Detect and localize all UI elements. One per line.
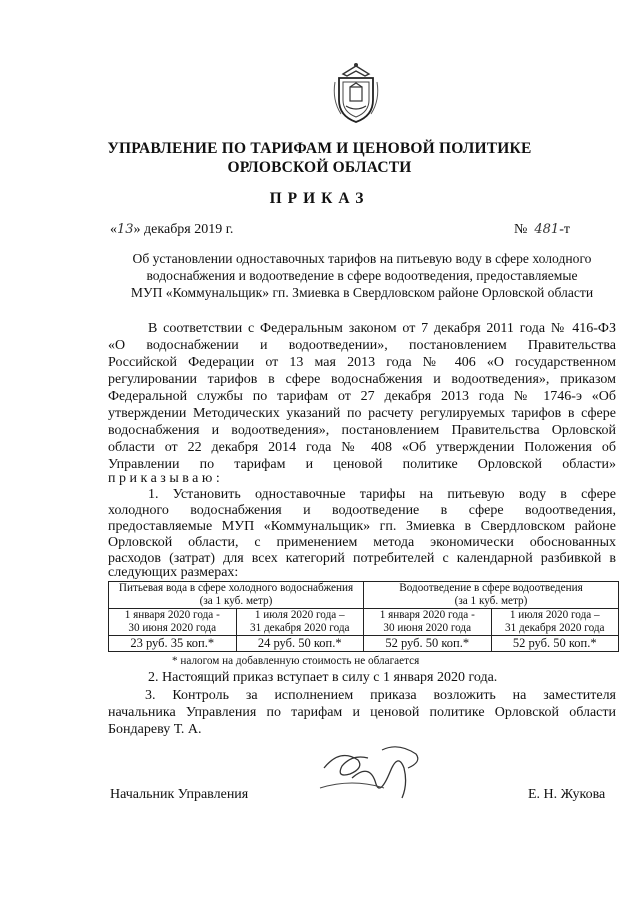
point1-line: следующих размерах: [108, 565, 239, 580]
group-header-cell [364, 582, 619, 609]
group-header-unit: (за 1 куб. метр) [199, 595, 273, 607]
tariff-table [108, 581, 619, 652]
group-header-text: Питьевая вода в сфере холодного водоснабжения [118, 582, 354, 594]
point1-line: Орловской области, с применением метода экономически обоснованных [108, 535, 616, 550]
coat-of-arms-icon [329, 60, 383, 126]
organization-name-line1: УПРАВЛЕНИЕ ПО ТАРИФАМ И ЦЕНОВОЙ ПОЛИТИКЕ [107, 140, 532, 157]
period-end: 30 июня 2020 года [128, 622, 217, 634]
tariff-value-cell: 52 руб. 50 коп.* [364, 636, 492, 652]
group-header-text: Водоотведение в сфере водоотведения [399, 582, 583, 594]
document-number [514, 222, 570, 238]
point1-line: предоставляемые МУП «Коммунальщик» гп. Змиевка в Свердловском районе [108, 519, 616, 534]
tariff-value-cell: 23 руб. 35 коп.* [109, 636, 237, 652]
preamble-line: водоснабжения и водоотведения», постановлением Правительства Орловской [108, 423, 616, 438]
period-cell [491, 609, 619, 636]
organization-name-line2: ОРЛОВСКОЙ ОБЛАСТИ [227, 159, 412, 176]
period-start: 1 января 2020 года - [124, 609, 220, 621]
preamble-line: регулировании тарифов в сфере водоснабжения и водоотведения», приказом [108, 372, 616, 387]
preamble-line: области от 22 декабря 2014 года № 408 «Об утверждении Положения об [108, 440, 616, 455]
preamble-line: Управлении по тарифам и ценовой политике Орловской области» [108, 457, 616, 472]
preamble-line: Федеральной службы по тарифам от 27 декабря 2013 года № 1746-э «Об [108, 389, 616, 404]
table-group-header-row [109, 582, 619, 609]
subject-line: водоснабжения и водоотведение в сфере водоотведения, предоставляемые [146, 268, 578, 283]
document-type-title: ПРИКАЗ [269, 190, 370, 207]
signatory-name: Е. Н. Жукова [528, 787, 606, 802]
point2-text: 2. Настоящий приказ вступает в силу с 1 января 2020 года. [148, 670, 498, 685]
vat-footnote: * налогом на добавленную стоимость не облагается [172, 655, 420, 667]
period-cell [109, 609, 237, 636]
period-start: 1 января 2020 года - [379, 609, 475, 621]
point3-line: Бондареву Т. А. [108, 722, 202, 737]
period-end: 31 декабря 2020 года [249, 622, 350, 634]
point1-line: расходов (затрат) для всех категорий потребителей с календарной разбивкой в [108, 551, 616, 566]
document-subject [108, 250, 616, 301]
date-day-handwritten: 13 [117, 222, 134, 237]
number-handwritten: 481 [534, 222, 560, 237]
point1-line: холодного водоснабжения и водоотведение в сфере водоотведения, [108, 503, 616, 518]
period-cell [236, 609, 364, 636]
tariff-value-cell: 24 руб. 50 коп.* [236, 636, 364, 652]
point3-line: 3. Контроль за исполнением приказа возложить на заместителя [145, 688, 616, 703]
period-start: 1 июля 2020 года – [254, 609, 345, 621]
preamble-line: Российской Федерации от 13 мая 2013 года № 406 «О государственном [108, 355, 616, 370]
tariff-value-cell: 52 руб. 50 коп.* [491, 636, 619, 652]
date-month-year: » декабря 2019 г. [133, 222, 234, 237]
group-header-unit: (за 1 куб. метр) [454, 595, 528, 607]
date-open-quote: « [110, 222, 117, 237]
period-end: 31 декабря 2020 года [504, 622, 605, 634]
document-date [110, 222, 233, 238]
number-suffix: -т [559, 222, 570, 237]
handwritten-signature [312, 738, 432, 808]
point3-line: начальника Управления по тарифам и ценовой политике Орловской области [108, 705, 616, 720]
period-end: 30 июня 2020 года [383, 622, 472, 634]
preamble-line: «О водоснабжении и водоотведении», постановлением Правительства [108, 338, 616, 353]
table-value-row [109, 636, 619, 652]
number-prefix: № [514, 222, 528, 237]
point1-line: 1. Установить одноставочные тарифы на питьевую воду в сфере [148, 487, 616, 502]
period-start: 1 июля 2020 года – [509, 609, 600, 621]
order-word: приказываю: [108, 471, 224, 486]
preamble-line: утверждении Методических указаний по расчету регулируемых тарифов в сфере [108, 406, 616, 421]
table-period-row [109, 609, 619, 636]
preamble-line: В соответствии с Федеральным законом от 7 декабря 2011 года № 416-ФЗ [148, 321, 616, 336]
signatory-position: Начальник Управления [110, 787, 249, 802]
subject-line: Об установлении одноставочных тарифов на питьевую воду в сфере холодного [132, 251, 592, 266]
subject-line: МУП «Коммунальщик» гп. Змиевка в Свердловском районе Орловской области [130, 285, 594, 300]
period-cell [364, 609, 492, 636]
group-header-cell [109, 582, 364, 609]
